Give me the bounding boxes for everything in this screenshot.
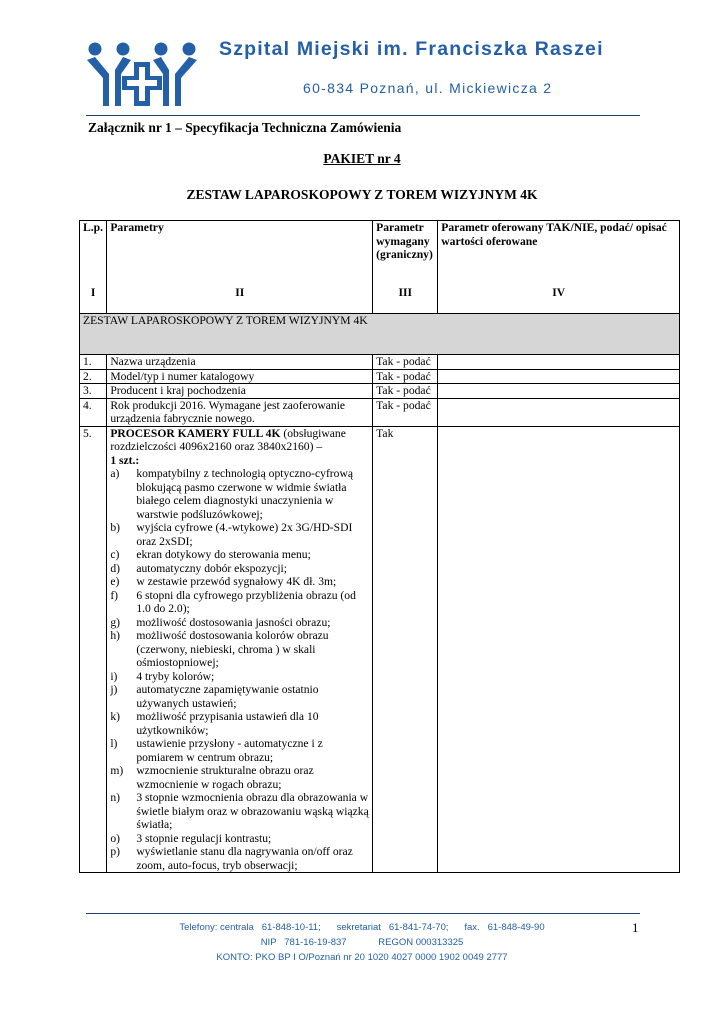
row-offered bbox=[438, 355, 680, 370]
list-item-text: wyjścia cyfrowe (4.-wtykowe) 2x 3G/HD-SDI oraz 2xSDI; bbox=[136, 521, 353, 548]
list-item bbox=[110, 832, 369, 846]
row-parameter bbox=[107, 426, 373, 873]
table-row bbox=[80, 355, 680, 370]
list-item-letter: m) bbox=[110, 764, 124, 777]
list-item bbox=[110, 548, 369, 562]
roman-numeral: IV bbox=[552, 285, 566, 299]
row-required: Tak bbox=[373, 426, 438, 873]
section-title: ZESTAW LAPAROSKOPOWY Z TOREM WIZYJNYM 4K bbox=[80, 314, 680, 355]
list-item bbox=[110, 710, 369, 737]
footer-tax-ids: NIP 781-16-19-837 REGON 000313325 bbox=[260, 937, 464, 948]
page-number: 1 bbox=[632, 920, 639, 935]
list-item bbox=[110, 845, 369, 872]
list-item bbox=[110, 629, 369, 670]
list-item-text: wzmocnienie strukturalne obrazu oraz wzmocnienie w rogach obrazu; bbox=[136, 764, 314, 791]
table-header-row bbox=[80, 221, 680, 314]
list-item-letter: d) bbox=[110, 561, 120, 575]
list-item bbox=[110, 791, 369, 832]
list-item bbox=[110, 670, 369, 684]
list-item-letter: o) bbox=[110, 831, 120, 845]
footer-divider bbox=[86, 913, 640, 914]
list-item-text: 4 tryby kolorów; bbox=[136, 669, 215, 683]
list-item-text: 3 stopnie wzmocnienia obrazu dla obrazowania w świetle białym oraz w obrazowaniu wąską wiązką światła; bbox=[136, 791, 369, 831]
row-offered bbox=[438, 384, 680, 399]
header-divider bbox=[86, 115, 640, 116]
hospital-name: Szpital Miejski im. Franciszka Raszei bbox=[219, 38, 604, 60]
list-item-letter: h) bbox=[110, 629, 120, 642]
list-item bbox=[110, 575, 369, 589]
feature-list bbox=[110, 467, 369, 872]
row-number: 4. bbox=[80, 398, 107, 426]
list-item-text: automatyczny dobór ekspozycji; bbox=[136, 561, 287, 575]
list-item-text: możliwość dostosowania jasności obrazu; bbox=[136, 615, 331, 629]
table-row bbox=[80, 369, 680, 384]
row-parameter: Producent i kraj pochodzenia bbox=[107, 384, 373, 399]
table-row bbox=[80, 398, 680, 426]
list-item-letter: a) bbox=[110, 467, 120, 480]
section-row bbox=[80, 314, 680, 355]
row-parameter: Rok produkcji 2016. Wymagane jest zaoferowanie urządzenia fabrycznie nowego. bbox=[107, 398, 373, 426]
row-required: Tak - podać bbox=[373, 355, 438, 370]
row-required: Tak - podać bbox=[373, 398, 438, 426]
list-item-letter: c) bbox=[110, 548, 120, 561]
list-item-text: kompatybilny z technologią optyczno-cyfrową blokującą pasmo czerwone w widmie światła białego celem diagnostyki unaczynienia w warstwie podśluzówkowej; bbox=[136, 467, 353, 521]
row-offered bbox=[438, 398, 680, 426]
row-required: Tak - podać bbox=[373, 384, 438, 399]
hospital-address: 60-834 Poznań, ul. Mickiewicza 2 bbox=[303, 80, 553, 96]
list-item-text: 6 stopni dla cyfrowego przybliżenia obrazu (od 1.0 do 2.0); bbox=[136, 588, 356, 615]
list-item-text: wyświetlanie stanu dla nagrywania on/off oraz zoom, auto-focus, tryb obserwacji; bbox=[136, 845, 353, 872]
list-item-text: 3 stopnie regulacji kontrastu; bbox=[136, 831, 272, 845]
header-cell-params: Parametry II bbox=[107, 221, 373, 314]
roman-numeral: II bbox=[235, 285, 245, 299]
list-item-text: możliwość przypisania ustawień dla 10 użytkowników; bbox=[136, 710, 319, 737]
row-offered bbox=[438, 369, 680, 384]
row-quantity: 1 szt.: bbox=[110, 453, 140, 467]
list-item bbox=[110, 562, 369, 576]
row-parameter-title: PROCESOR KAMERY FULL 4K (obsługiwane rozdzielczości 4096x2160 oraz 3840x2160) – bbox=[110, 426, 346, 453]
list-item-letter: p) bbox=[110, 845, 120, 858]
package-title: PAKIET nr 4 bbox=[323, 151, 401, 166]
specification-table bbox=[79, 220, 680, 873]
footer-phones: Telefony: centrala 61-848-10-11; sekretariat 61-841-74-70; fax. 61-848-49-90 bbox=[179, 922, 545, 933]
roman-numeral: I bbox=[90, 285, 96, 299]
document-title: ZESTAW LAPAROSKOPOWY Z TOREM WIZYJNYM 4K bbox=[186, 187, 538, 202]
header-cell-required: Parametr wymagany (graniczny) III bbox=[373, 221, 438, 314]
row-number: 3. bbox=[80, 384, 107, 399]
list-item-letter: b) bbox=[110, 521, 120, 534]
list-item-letter: k) bbox=[110, 710, 120, 723]
list-item-text: w zestawie przewód sygnałowy 4K dł. 3m; bbox=[136, 575, 337, 588]
footer-bank-account: KONTO: PKO BP I O/Poznań nr 20 1020 4027 0000 1902 0049 2777 bbox=[216, 952, 508, 963]
row-offered bbox=[438, 426, 680, 873]
row-number: 2. bbox=[80, 369, 107, 384]
table-row bbox=[80, 426, 680, 873]
list-item bbox=[110, 737, 369, 764]
list-item-letter: i) bbox=[110, 669, 118, 683]
list-item-letter: j) bbox=[110, 683, 118, 696]
roman-numeral: III bbox=[398, 285, 412, 299]
list-item bbox=[110, 764, 369, 791]
header-cell-offered: Parametr oferowany TAK/NIE, podać/ opisać wartości oferowane IV bbox=[438, 221, 680, 314]
row-parameter: Nazwa urządzenia bbox=[107, 355, 373, 370]
list-item-text: ekran dotykowy do sterowania menu; bbox=[136, 548, 311, 561]
row-number: 5. bbox=[80, 426, 107, 873]
list-item-letter: n) bbox=[110, 791, 120, 804]
list-item-text: możliwość dostosowania kolorów obrazu (czerwony, niebieski, chroma ) w skali ośmiostopniowej; bbox=[136, 629, 329, 669]
list-item bbox=[110, 589, 369, 616]
list-item bbox=[110, 683, 369, 710]
list-item-text: automatyczne zapamiętywanie ostatnio używanych ustawień; bbox=[136, 683, 319, 710]
row-required: Tak - podać bbox=[373, 369, 438, 384]
attachment-title: Załącznik nr 1 – Specyfikacja Techniczna Zamówienia bbox=[88, 120, 402, 135]
list-item bbox=[110, 467, 369, 521]
list-item-text: ustawienie przysłony - automatyczne i z pomiarem w centrum obrazu; bbox=[136, 737, 323, 764]
hospital-logo bbox=[86, 40, 198, 108]
list-item bbox=[110, 521, 369, 548]
row-number: 1. bbox=[80, 355, 107, 370]
table-row bbox=[80, 384, 680, 399]
list-item-letter: f) bbox=[110, 588, 119, 602]
header-cell-lp: L.p. I bbox=[80, 221, 107, 314]
list-item-letter: l) bbox=[110, 737, 118, 750]
row-parameter: Model/typ i numer katalogowy bbox=[107, 369, 373, 384]
list-item bbox=[110, 616, 369, 630]
list-item-letter: e) bbox=[110, 575, 120, 588]
list-item-letter: g) bbox=[110, 615, 120, 629]
